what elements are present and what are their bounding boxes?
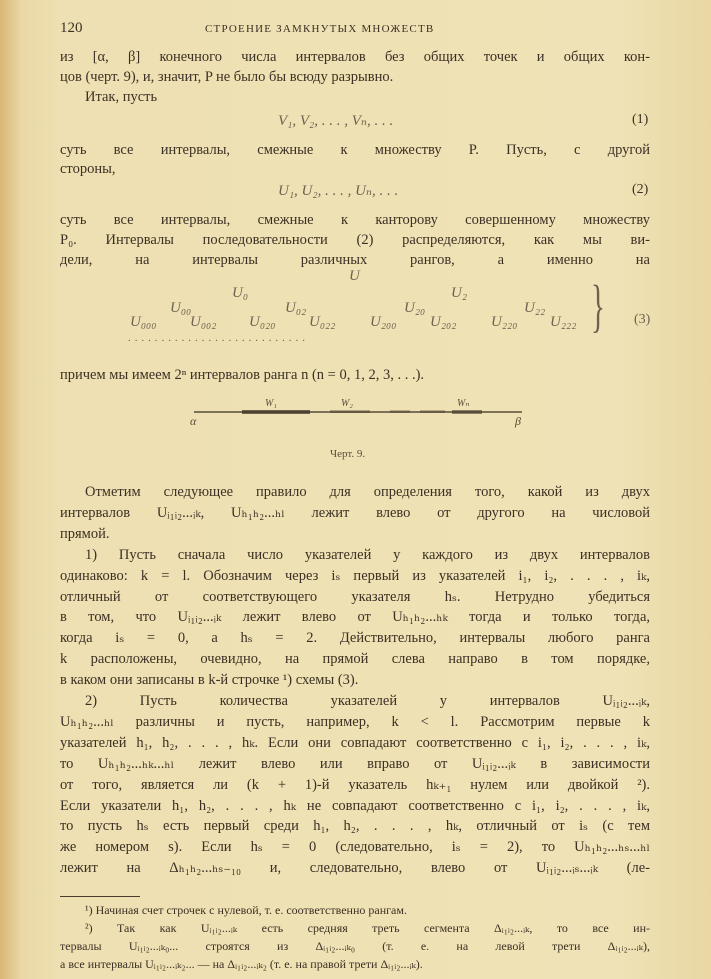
text-line: цов (черт. 9), и, значит, P не было бы всюду разрывно. [60, 69, 394, 85]
text-line: прямой. [60, 525, 110, 542]
footnote-rule [60, 896, 140, 897]
scheme-u200: U₂₀₀ [370, 314, 397, 330]
scheme-u2: U₂ [451, 285, 468, 301]
text-line: 1) Пусть сначала число указателей у каждого из двух интервалов [85, 546, 650, 563]
scheme-brace: } [590, 273, 605, 338]
text-line: Итак, пусть [85, 89, 158, 105]
text-line: отличный от соответствующего указателя hₛ. Нетрудно убедиться [60, 588, 650, 605]
text-line: суть все интервалы, смежные к канторову совершенному множеству [60, 212, 650, 228]
text-line: Отметим следующее правило для определения того, какой из двух [85, 484, 650, 500]
footnote-line: а все интервалы Uᵢ₁ᵢ₂...ᵢₖ₂... — на Δᵢ₁ᵢ₂...ᵢₖ₂ (т. е. на правой трети Δᵢ₁ᵢ₂...ᵢₖ). [60, 957, 423, 971]
figure-label-w1: W₁ [265, 398, 277, 409]
text-line: указателей h₁, h₂, . . . , hₖ. Если они совпадают соответственно с i₁, i₂, . . . , iₖ, [60, 734, 650, 751]
scheme-u22: U₂₂ [524, 300, 546, 316]
scheme-u02: U₀₂ [285, 300, 307, 316]
text-line: 2) Пусть количества указателей у интервалов Uᵢ₁ᵢ₂...ᵢₖ, [85, 693, 650, 709]
running-title: СТРОЕНИЕ ЗАМКНУТЫХ МНОЖЕСТВ [205, 23, 435, 35]
scheme-u222: U₂₂₂ [550, 314, 577, 330]
text-line: же номером s). Если hₛ = 0 (следовательно, iₛ = 2), то Uₕ₁ₕ₂...ₕₛ...ₕₗ [60, 839, 650, 856]
interval-w4 [420, 410, 445, 413]
text-line: дели, на интервалы различных рангов, а именно на [60, 252, 650, 268]
text-line: лежит на Δₕ₁ₕ₂...ₕₛ₋₁₀ и, следовательно, влево от Uᵢ₁ᵢ₂...ᵢₛ...ᵢₖ (ле- [60, 860, 650, 877]
scheme-u000: U₀₀₀ [130, 314, 157, 330]
interval-w1 [242, 410, 310, 414]
scheme-u0: U₀ [232, 285, 249, 301]
formula-2-number: (2) [632, 182, 649, 197]
text-line: от того, является ли (k + 1)-й указатель hₖ₊₁ нулем или двойкой ²). [60, 776, 650, 793]
text-line: Если указатели h₁, h₂, . . . , hₖ не совпадают соответственно с i₁, i₂, . . . , iₖ, [60, 797, 650, 814]
scheme-u022: U₀₂₂ [309, 314, 336, 330]
scheme-u: U [349, 268, 360, 284]
text-line: в каком они записаны в k-й строчке ¹) схемы (3). [60, 672, 359, 689]
text-line: интервалов Uᵢ₁ᵢ₂...ᵢₖ, Uₕ₁ₕ₂...ₕₗ лежит влево от другого на числовой [60, 504, 650, 521]
scheme-u00: U₀₀ [170, 300, 192, 316]
figure-label-wn: Wₙ [457, 398, 470, 409]
text-line: то Uₕ₁ₕ₂...ₕₖ...ₕₗ лежит влево или вправо от Uᵢ₁ᵢ₂...ᵢₖ в зависимости [60, 755, 650, 772]
text-line: k расположены, очевидно, на прямой слева направо в том порядке, [60, 651, 650, 668]
scheme-u20: U₂₀ [404, 300, 426, 316]
scheme-u220: U₂₂₀ [491, 314, 518, 330]
figure-caption: Черт. 9. [330, 448, 366, 460]
formula-1-number: (1) [632, 112, 649, 127]
figure-beta: β [515, 414, 521, 428]
text-line: в том, что Uᵢ₁ᵢ₂...ᵢₖ лежит влево от Uₕ₁ₕ₂...ₕₖ тогда и только тогда, [60, 609, 650, 626]
scheme-number: (3) [634, 312, 651, 327]
scheme-u002: U₀₀₂ [190, 314, 217, 330]
figure-label-w2: W₂ [341, 398, 353, 409]
scheme-u202: U₂₀₂ [430, 314, 457, 330]
footnote-line: ¹) Начиная счет строчек с нулевой, т. е. соответственно рангам. [85, 903, 407, 917]
text-line: то пусть hₛ есть первый среди h₁, h₂, . . . , hₖ, отличный от iₛ (с тем [60, 818, 650, 835]
page-number: 120 [60, 20, 83, 36]
footnote-line: тервалы Uᵢ₁ᵢ₂...ᵢₖ₀... строятся из Δᵢ₁ᵢ₂...ᵢₖ₀ (т. е. на левой трети Δᵢ₁ᵢ₂...ᵢₖ), [60, 939, 650, 953]
figure-alpha: α [190, 414, 197, 428]
text-line: причем мы имеем 2ⁿ интервалов ранга n (n = 0, 1, 2, 3, . . .). [60, 367, 425, 383]
footnote-line: ²) Так как Uᵢ₁ᵢ₂...ᵢₖ есть средняя треть сегмента Δᵢ₁ᵢ₂...ᵢₖ, то все ин- [85, 921, 650, 935]
number-line [190, 405, 530, 425]
text-line: стороны, [60, 161, 116, 177]
text-line: суть все интервалы, смежные к множеству P. Пусть, с другой [60, 142, 650, 158]
formula-2: U₁, U₂, . . . , Uₙ, . . . [278, 183, 399, 199]
text-line: из [α, β] конечного числа интервалов без общих точек и общих кон- [60, 49, 650, 65]
interval-w3 [390, 410, 410, 413]
text-line: одинаково: k = l. Обозначим через iₛ первый из указателей i₁, i₂, . . . , iₖ, [60, 567, 650, 584]
text-line: P₀. Интервалы последовательности (2) распределяются, как мы ви- [60, 232, 650, 248]
scheme-dots: . . . . . . . . . . . . . . . . . . . . . . . . . . . [128, 332, 306, 344]
text-line: когда iₛ = 0, а hₛ = 2. Действительно, интервалы любого ранга [60, 630, 650, 647]
scheme-u020: U₀₂₀ [249, 314, 276, 330]
interval-wn [452, 410, 482, 414]
formula-1: V₁, V₂, . . . , Vₙ, . . . [278, 113, 394, 129]
interval-w2 [330, 410, 370, 413]
text-line: Uₕ₁ₕ₂...ₕₗ различны и пусть, например, k < l. Рассмотрим первые k [60, 713, 650, 730]
